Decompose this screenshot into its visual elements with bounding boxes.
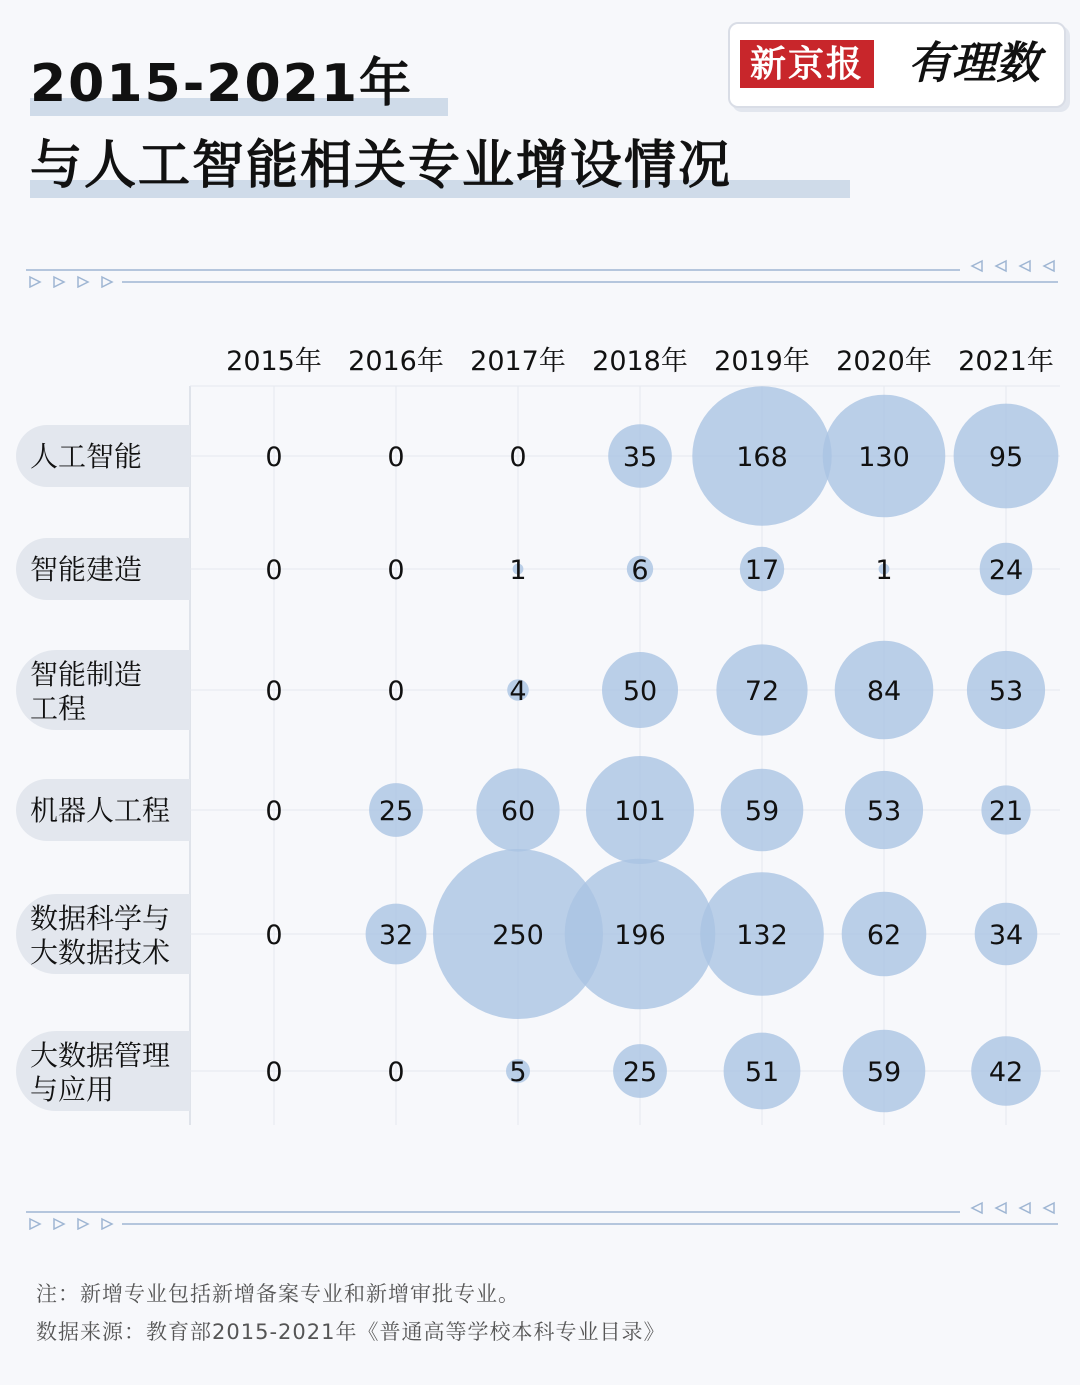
value-label: 60 [500, 796, 536, 827]
value-label: 168 [736, 442, 788, 473]
title-text-2: 与人工智能相关专业增设情况 [30, 136, 733, 196]
value-label: 0 [387, 1057, 405, 1088]
value-label: 0 [387, 676, 405, 707]
year-label: 2017年 [470, 346, 566, 377]
bubble-chart [0, 320, 1080, 1150]
value-label: 62 [866, 920, 902, 951]
value-label: 95 [988, 442, 1024, 473]
value-label: 0 [265, 1057, 283, 1088]
value-label: 17 [744, 555, 780, 586]
value-label: 6 [631, 555, 649, 586]
title-line-1 [30, 54, 414, 114]
footnote: 注：新增专业包括新增备案专业和新增审批专业。 [36, 1282, 520, 1306]
row-labels [16, 425, 190, 1111]
value-label: 0 [387, 555, 405, 586]
column-name: 有理数 [908, 38, 1040, 89]
value-label: 21 [988, 796, 1024, 827]
value-label: 132 [736, 920, 788, 951]
year-label: 2018年 [592, 346, 688, 377]
row-label-text: 大数据技术 [30, 936, 171, 969]
data-source: 数据来源：教育部2015-2021年《普通高等学校本科专业目录》 [36, 1320, 666, 1344]
decor-divider-top [26, 258, 1058, 288]
value-label: 0 [265, 676, 283, 707]
row-label-text: 机器人工程 [30, 794, 171, 827]
value-label: 196 [614, 920, 666, 951]
value-label: 0 [265, 920, 283, 951]
value-label: 42 [988, 1057, 1024, 1088]
row-label-text: 与应用 [30, 1073, 115, 1106]
value-label: 130 [858, 442, 910, 473]
value-label: 0 [265, 442, 283, 473]
value-label: 24 [988, 555, 1024, 586]
value-label: 1 [875, 555, 893, 586]
value-label: 0 [387, 442, 405, 473]
brand-logo [728, 22, 1066, 108]
value-label: 59 [866, 1057, 902, 1088]
value-label: 84 [866, 676, 902, 707]
value-label: 250 [492, 920, 544, 951]
value-label: 101 [614, 796, 666, 827]
value-label: 53 [866, 796, 902, 827]
value-label: 50 [622, 676, 658, 707]
value-label: 25 [622, 1057, 658, 1088]
title-text-1: 2015-2021年 [30, 54, 414, 114]
bubbles [366, 386, 1059, 1112]
value-label: 59 [744, 796, 780, 827]
year-label: 2016年 [348, 346, 444, 377]
row-label-text: 数据科学与 [30, 902, 171, 935]
year-headers [226, 346, 1054, 377]
year-label: 2019年 [714, 346, 810, 377]
year-label: 2021年 [958, 346, 1054, 377]
value-label: 32 [378, 920, 414, 951]
value-label: 0 [509, 442, 527, 473]
value-label: 5 [509, 1057, 527, 1088]
row-label-text: 智能制造 [30, 658, 143, 691]
value-label: 51 [744, 1057, 780, 1088]
value-label: 0 [265, 796, 283, 827]
value-label: 53 [988, 676, 1024, 707]
decor-divider-bottom [26, 1200, 1058, 1230]
value-label: 0 [265, 555, 283, 586]
row-label-text: 大数据管理 [30, 1039, 171, 1072]
brand-name: 新京报 [740, 40, 874, 88]
value-label: 35 [622, 442, 658, 473]
year-label: 2020年 [836, 346, 932, 377]
row-label-text: 智能建造 [30, 553, 143, 586]
value-label: 4 [509, 676, 527, 707]
row-label-text: 工程 [30, 692, 87, 725]
title-line-2 [30, 136, 733, 196]
value-label: 1 [509, 555, 527, 586]
year-label: 2015年 [226, 346, 322, 377]
value-label: 34 [988, 920, 1024, 951]
row-label-text: 人工智能 [30, 440, 143, 473]
value-label: 25 [378, 796, 414, 827]
value-label: 72 [744, 676, 780, 707]
